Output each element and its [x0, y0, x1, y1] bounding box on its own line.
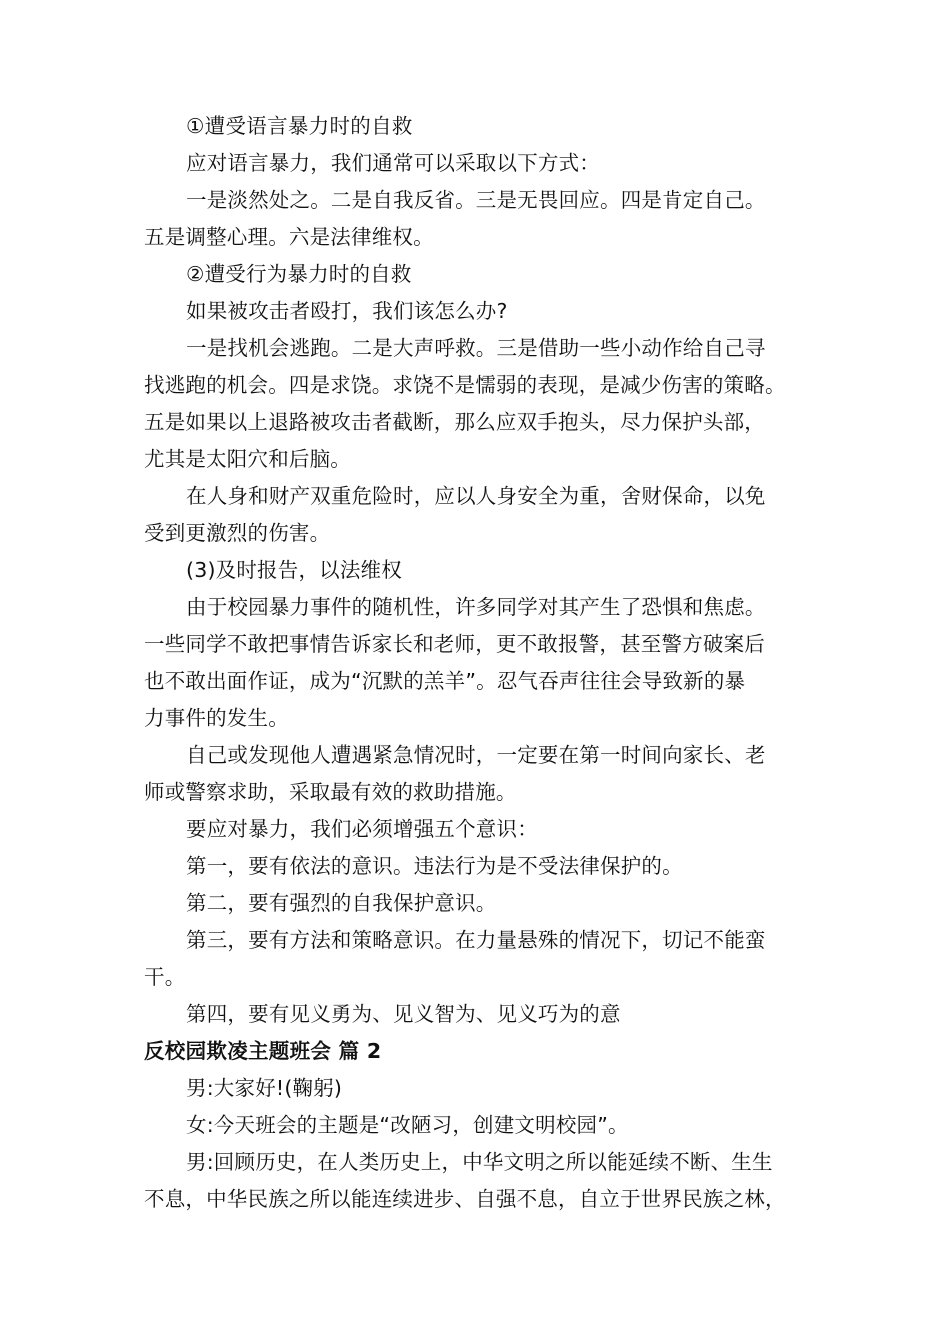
subheading-physical-violence: ②遭受行为暴力时的自救 [186, 262, 412, 286]
document-body [144, 108, 824, 1218]
dialogue-line-3: 男:回顾历史，在人类历史上，中华文明之所以能延续不断、生生 不息，中华民族之所以能连续进步、自强不息，自立于世界民族之林， [144, 1150, 786, 1211]
paragraph-awareness-1: 第一，要有依法的意识。违法行为是不受法律保护的。 [186, 854, 683, 878]
subheading-report: (3)及时报告，以法维权 [186, 558, 402, 582]
paragraph-awareness-intro: 要应对暴力，我们必须增强五个意识： [186, 817, 538, 841]
paragraph-physical-question: 如果被攻击者殴打，我们该怎么办? [186, 299, 508, 323]
dialogue-line-1: 男:大家好!(鞠躬) [186, 1076, 343, 1100]
paragraph-verbal-intro: 应对语言暴力，我们通常可以采取以下方式： [186, 151, 600, 175]
paragraph-emergency: 自己或发现他人遭遇紧急情况时，一定要在第一时间向家长、老 师或警察求助，采取最有效的救助措施。 [144, 743, 766, 804]
paragraph-physical-methods: 一是找机会逃跑。二是大声呼救。三是借助一些小动作给自己寻 找逃跑的机会。四是求饶。求饶不是懦弱的表现，是减少伤害的策略。 五是如果以上退路被攻击者截断，那么应双手抱头，尽力保护头部， 尤其是太阳穴和后脑。 [144, 336, 786, 471]
subheading-verbal-violence: ①遭受语言暴力时的自救 [186, 114, 413, 138]
paragraph-awareness-3: 第三，要有方法和策略意识。在力量悬殊的情况下，切记不能蛮 干。 [144, 928, 766, 989]
paragraph-awareness-2: 第二，要有强烈的自我保护意识。 [186, 891, 497, 915]
paragraph-verbal-methods: 一是淡然处之。二是自我反省。三是无畏回应。四是肯定自己。 五是调整心理。六是法律维权。 [144, 188, 766, 249]
paragraph-double-danger: 在人身和财产双重危险时，应以人身安全为重，舍财保命，以免 受到更激烈的伤害。 [144, 484, 766, 545]
dialogue-line-2: 女:今天班会的主题是“改陋习，创建文明校园”。 [186, 1113, 629, 1137]
paragraph-report: 由于校园暴力事件的随机性，许多同学对其产生了恐惧和焦虑。 一些同学不敢把事情告诉家长和老师，更不敢报警，甚至警方破案后 也不敢出面作证，成为“沉默的羔羊”。忍气吞声往往会导致新的暴 力事件的发生。 [144, 595, 766, 730]
section-heading: 反校园欺凌主题班会 篇 2 [144, 1039, 382, 1063]
paragraph-awareness-4: 第四，要有见义勇为、见义智为、见义巧为的意 [186, 1002, 621, 1026]
